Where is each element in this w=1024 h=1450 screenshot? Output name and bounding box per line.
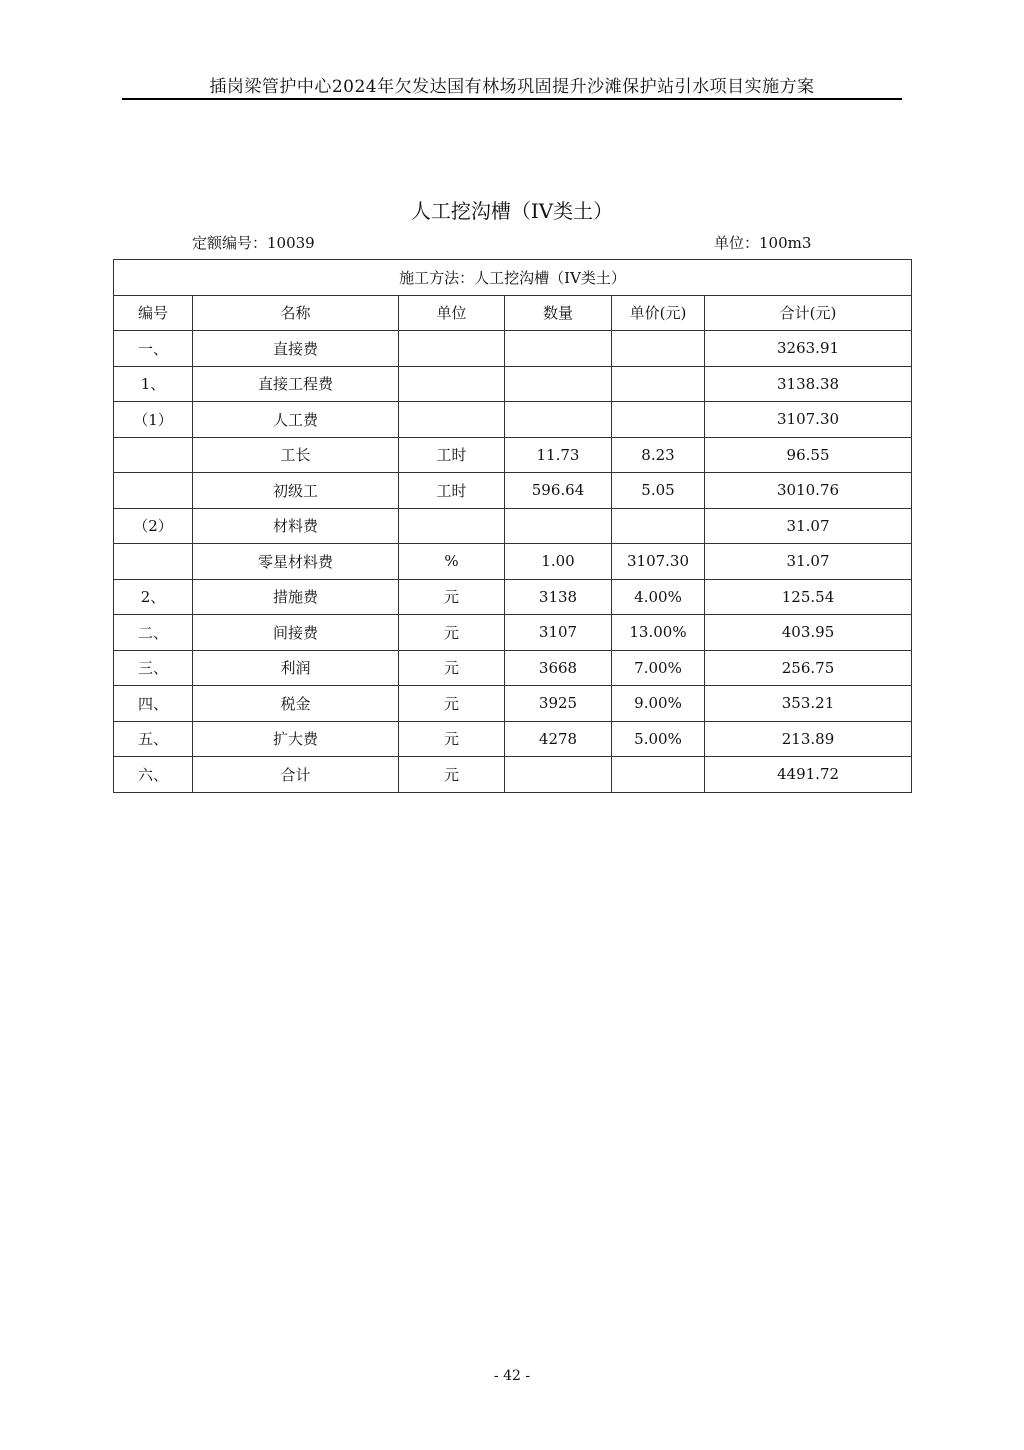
cell-name: 合计 [193,757,399,793]
cell-unit-price [612,757,705,793]
cell-total: 353.21 [705,686,912,722]
cell-unit [399,366,505,402]
cell-name: 初级工 [193,473,399,509]
cell-name: 材料费 [193,508,399,544]
cell-name: 措施费 [193,579,399,615]
cell-number: 六、 [114,757,193,793]
table-row [114,544,912,580]
cell-name: 利润 [193,650,399,686]
cell-total: 3263.91 [705,331,912,367]
cell-total: 31.07 [705,508,912,544]
cell-unit: 元 [399,757,505,793]
cell-unit-price: 13.00% [612,615,705,651]
cell-unit-price [612,508,705,544]
cell-unit [399,402,505,438]
column-header-total: 合计(元) [705,295,912,331]
table-row [114,721,912,757]
column-header-quantity: 数量 [505,295,612,331]
cell-unit: 工时 [399,473,505,509]
cell-number: 三、 [114,650,193,686]
cell-number: 1、 [114,366,193,402]
cell-name: 间接费 [193,615,399,651]
cell-unit: 元 [399,650,505,686]
page-title: 人工挖沟槽（IV类土） [410,199,614,223]
cell-unit-price: 5.05 [612,473,705,509]
cell-unit: 工时 [399,437,505,473]
cell-number: 五、 [114,721,193,757]
cell-number [114,544,193,580]
cell-quantity: 3107 [505,615,612,651]
cell-name: 扩大费 [193,721,399,757]
cell-total: 4491.72 [705,757,912,793]
cell-name: 税金 [193,686,399,722]
header-rule [122,98,902,100]
table-row [114,757,912,793]
cell-number: 四、 [114,686,193,722]
cell-number [114,437,193,473]
cell-total: 31.07 [705,544,912,580]
cell-quantity: 4278 [505,721,612,757]
column-header-unit: 单位 [399,295,505,331]
cell-number: （1） [114,402,193,438]
cell-unit-price: 4.00% [612,579,705,615]
table-row [114,402,912,438]
table-row [114,686,912,722]
cell-number: 一、 [114,331,193,367]
cell-quantity [505,366,612,402]
table-row [114,331,912,367]
cell-unit [399,331,505,367]
table-row [114,579,912,615]
cell-number: （2） [114,508,193,544]
quota-number: 定额编号：10039 [192,234,315,252]
cell-name: 直接工程费 [193,366,399,402]
cell-total: 213.89 [705,721,912,757]
cell-unit [399,508,505,544]
cell-unit-price [612,402,705,438]
cost-table [113,259,912,793]
column-header-number: 编号 [114,295,193,331]
table-head [114,260,912,331]
cell-quantity: 3668 [505,650,612,686]
cell-name: 工长 [193,437,399,473]
cell-unit: % [399,544,505,580]
cell-unit-price: 8.23 [612,437,705,473]
cell-unit: 元 [399,721,505,757]
column-header-unit-price: 单价(元) [612,295,705,331]
cell-total: 403.95 [705,615,912,651]
cell-name: 直接费 [193,331,399,367]
header-row [114,295,912,331]
cell-name: 零星材料费 [193,544,399,580]
column-header-name: 名称 [193,295,399,331]
table-row [114,615,912,651]
cell-unit-price [612,331,705,367]
table-row [114,508,912,544]
table-row [114,650,912,686]
cell-number: 二、 [114,615,193,651]
table-body [114,331,912,793]
cell-total: 3138.38 [705,366,912,402]
cell-unit-price: 3107.30 [612,544,705,580]
cell-total: 96.55 [705,437,912,473]
cell-unit: 元 [399,579,505,615]
cell-total: 256.75 [705,650,912,686]
table-row [114,437,912,473]
cell-unit-price: 7.00% [612,650,705,686]
cell-quantity: 11.73 [505,437,612,473]
cell-quantity [505,757,612,793]
cell-unit-price: 5.00% [612,721,705,757]
method-cell: 施工方法：人工挖沟槽（IV类土） [114,260,912,296]
running-header: 插岗梁管护中心2024年欠发达国有林场巩固提升沙滩保护站引水项目实施方案 [209,77,815,97]
cell-unit-price: 9.00% [612,686,705,722]
cell-unit-price [612,366,705,402]
cell-quantity: 596.64 [505,473,612,509]
method-row [114,260,912,296]
cell-quantity: 3138 [505,579,612,615]
cell-quantity: 3925 [505,686,612,722]
cell-quantity [505,331,612,367]
unit-label: 单位：100m3 [714,234,812,252]
cell-total: 125.54 [705,579,912,615]
cell-total: 3010.76 [705,473,912,509]
cell-quantity [505,508,612,544]
cell-quantity: 1.00 [505,544,612,580]
cell-name: 人工费 [193,402,399,438]
table-row [114,473,912,509]
cell-unit: 元 [399,686,505,722]
cell-quantity [505,402,612,438]
table-row [114,366,912,402]
page-number: - 42 - [493,1368,531,1384]
cell-number: 2、 [114,579,193,615]
cell-unit: 元 [399,615,505,651]
cell-total: 3107.30 [705,402,912,438]
cell-number [114,473,193,509]
